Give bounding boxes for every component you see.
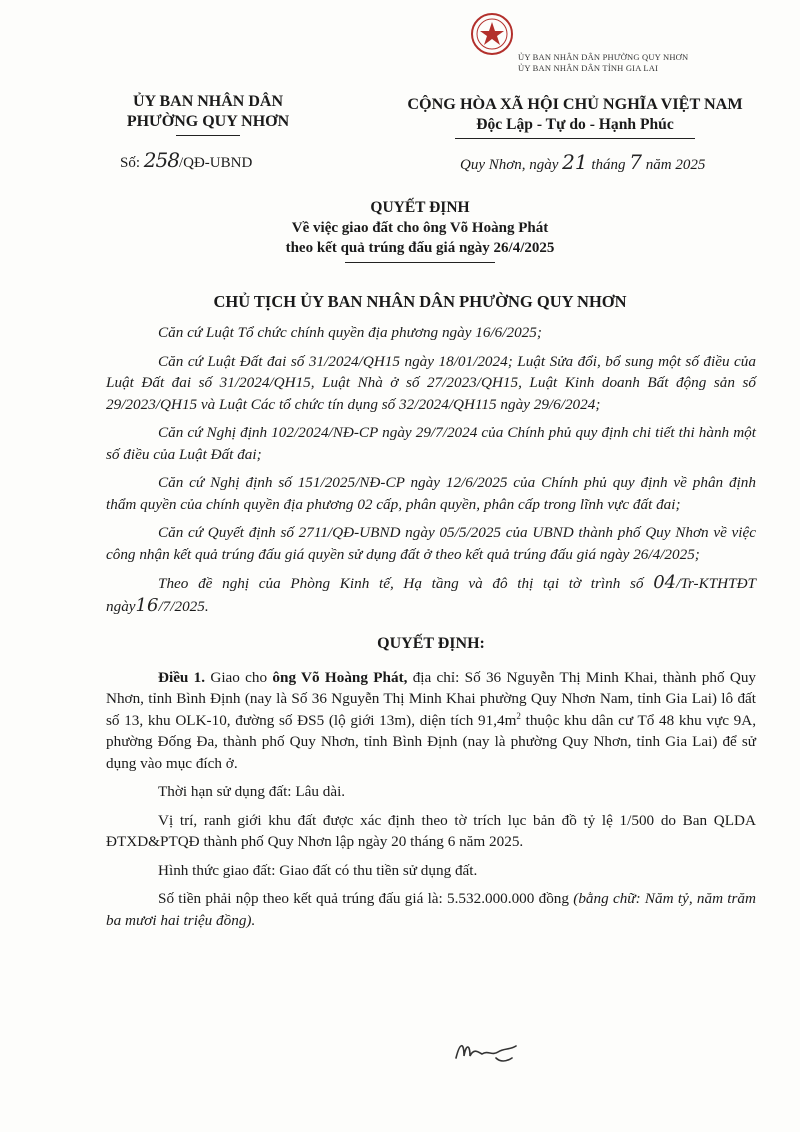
proposal-basis bbox=[106, 572, 756, 617]
document-type: QUYẾT ĐỊNH bbox=[370, 199, 470, 216]
stamp-line-1: ỦY BAN NHÂN DÂN PHƯỜNG QUY NHƠN bbox=[518, 52, 689, 62]
date-year: năm 2025 bbox=[642, 157, 706, 173]
decision-heading: QUYẾT ĐỊNH: bbox=[377, 635, 485, 652]
legal-basis-5: Căn cứ Quyết định số 2711/QĐ-UBND ngày 05/5/2025 của UBND thành phố Quy Nhơn về việc công nhận kết quả trúng đấu giá quyền sử dụng đất ở theo kết quả trúng đấu giá ngày 26/4/2025; bbox=[106, 524, 756, 563]
motto-underline bbox=[455, 138, 695, 139]
legal-basis-1: Căn cứ Luật Tổ chức chính quyền địa phương ngày 16/6/2025; bbox=[158, 324, 542, 341]
document-body bbox=[106, 322, 756, 938]
payment-in-words: (bằng chữ: Năm tỷ, năm trăm ba mươi hai triệu đồng). bbox=[106, 890, 756, 929]
document-number bbox=[120, 148, 252, 172]
article-lead: Giao cho bbox=[205, 668, 273, 686]
issuing-authority: CHỦ TỊCH ỦY BAN NHÂN DÂN PHƯỜNG QUY NHƠN bbox=[213, 292, 627, 311]
payment-amount bbox=[106, 888, 756, 931]
subject-line-2: theo kết quả trúng đấu giá ngày 26/4/2025 bbox=[285, 240, 555, 256]
issuing-agency bbox=[108, 92, 308, 136]
payment-text: Số tiền phải nộp theo kết quả trúng đấu giá là: 5.532.000.000 đồng bbox=[158, 890, 574, 907]
proposal-date: /7/2025. bbox=[158, 597, 209, 615]
recipient-name: ông Võ Hoàng Phát, bbox=[272, 668, 408, 686]
date-day: 21 bbox=[562, 150, 588, 174]
date-month: 7 bbox=[629, 150, 643, 174]
subject-line-1: Về việc giao đất cho ông Võ Hoàng Phát bbox=[291, 220, 549, 236]
date-month-label: tháng bbox=[587, 157, 630, 173]
article-text: địa chỉ: Số 36 Nguyễn Thị Minh Khai, thành phố Quy Nhơn, tỉnh Bình Định (nay là Số 36 Nguyễn Thị Minh Khai phường Quy Nhơn Nam, tỉnh Gia Lai) lô đất số 13, khu OLK-10, đường số ĐS5 (lộ giới 13m), diện tích 91,4m bbox=[106, 668, 757, 729]
article-1 bbox=[106, 667, 756, 775]
land-use-duration: Thời hạn sử dụng đất: Lâu dài. bbox=[158, 783, 346, 800]
nation-name: CỘNG HÒA XÃ HỘI CHỦ NGHĨA VIỆT NAM bbox=[407, 95, 743, 113]
stamp-line-2: ỦY BAN NHÂN DÂN TỈNH GIA LAI bbox=[518, 63, 659, 73]
legal-basis-3: Căn cứ Nghị định 102/2024/NĐ-CP ngày 29/7/2024 của Chính phủ quy định chi tiết thi hành một số điều của Luật Đất đai; bbox=[106, 424, 756, 463]
national-heading bbox=[380, 94, 770, 139]
digital-signature-stamp bbox=[518, 52, 688, 74]
legal-basis-4: Căn cứ Nghị định số 151/2025/NĐ-CP ngày 12/6/2025 của Chính phủ quy định về phân định thẩm quyền của chính quyền địa phương 02 cấp, phân quyền, phân cấp trong lĩnh vực đất đai; bbox=[106, 474, 756, 513]
number-handwritten: 258 bbox=[143, 148, 179, 172]
issue-date bbox=[460, 150, 705, 174]
article-text-2: thuộc khu dân cư Tổ 48 khu vực 9A, phường Đống Đa, thành phố Quy Nhơn, tỉnh Bình Định (nay là phường Quy Nhơn, tỉnh Gia Lai) để sử dụng vào mục đích ở. bbox=[106, 711, 757, 772]
national-emblem-icon bbox=[470, 12, 514, 56]
proposal-text: Theo đề nghị của Phòng Kinh tế, Hạ tầng và đô thị tại tờ trình số bbox=[158, 575, 654, 592]
proposal-number: 04 bbox=[653, 572, 677, 593]
agency-line-1: ỦY BAN NHÂN DÂN bbox=[132, 93, 284, 110]
number-suffix: /QĐ-UBND bbox=[178, 155, 253, 171]
agency-line-2: PHƯỜNG QUY NHƠN bbox=[126, 113, 290, 130]
proposal-ref: /Tr-KTHTĐT ngày bbox=[106, 575, 756, 615]
agency-underline bbox=[176, 135, 240, 136]
title-underline bbox=[345, 262, 495, 263]
proposal-day: 16 bbox=[135, 594, 159, 616]
area-unit-superscript: 2 bbox=[516, 710, 521, 721]
date-place: Quy Nhơn, ngày bbox=[460, 157, 563, 173]
signature-initial-icon bbox=[452, 1032, 522, 1068]
legal-basis-2: Căn cứ Luật Đất đai số 31/2024/QH15 ngày 18/01/2024; Luật Sửa đổi, bổ sung một số điều của Luật Đất đai số 31/2024/QH15, Luật Nhà ở số 27/2023/QH15, Luật Kinh doanh Bất động sản số 29/2023/QH15 và Luật Các tổ chức tín dụng số 32/2024/QH115 ngày 29/6/2024; bbox=[106, 352, 756, 413]
document-title bbox=[100, 198, 740, 263]
national-motto: Độc Lập - Tự do - Hạnh Phúc bbox=[476, 116, 674, 133]
article-label: Điều 1. bbox=[158, 668, 206, 686]
number-prefix: Số: bbox=[120, 155, 144, 171]
allocation-form: Hình thức giao đất: Giao đất có thu tiền sử dụng đất. bbox=[158, 861, 478, 879]
land-location: Vị trí, ranh giới khu đất được xác định theo tờ trích lục bản đồ tỷ lệ 1/500 do Ban QLDA ĐTXD&PTQĐ thành phố Quy Nhơn lập ngày 20 tháng 6 năm 2025. bbox=[106, 811, 756, 850]
